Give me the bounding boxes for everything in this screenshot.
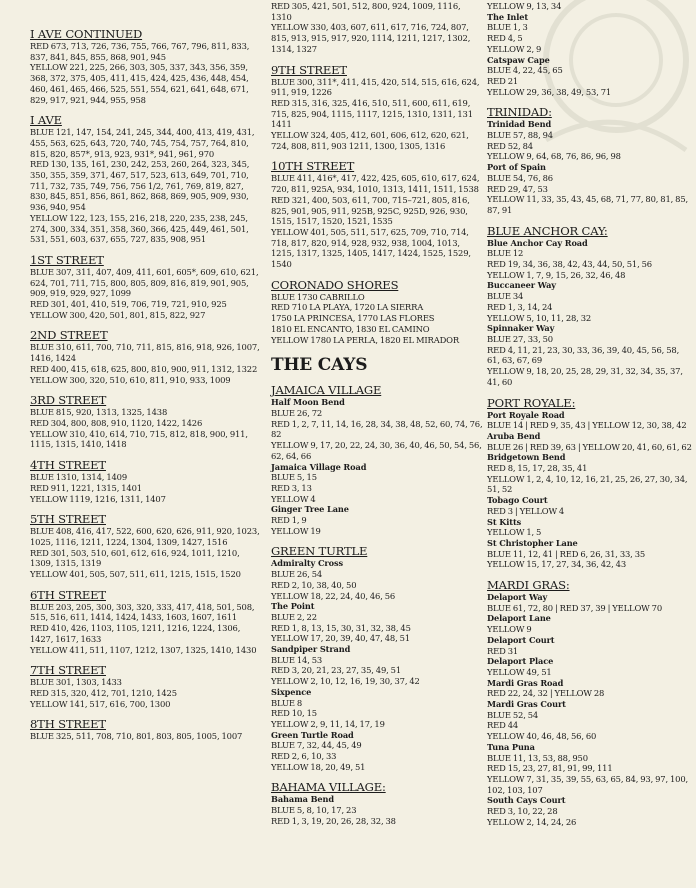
address-list-line: BLUE 8	[271, 697, 303, 708]
address-list-line: RED 3 | YELLOW 4	[487, 505, 565, 516]
street-name: Admiralty Cross	[271, 558, 343, 569]
address-list-line: RED 3, 20, 21, 23, 27, 35, 49, 51	[271, 665, 402, 676]
address-list-line: YELLOW 2, 9	[487, 43, 542, 54]
address-list-line: BLUE 301, 1303, 1433	[30, 677, 122, 688]
section-heading-jamaica-village: JAMAICA VILLAGE	[271, 383, 382, 398]
section-heading-4th-street: 4TH STREET	[30, 458, 106, 473]
address-list-line: BLUE 52, 54	[487, 709, 539, 720]
address-list-line: BLUE 5, 15	[271, 472, 317, 483]
address-list-line: YELLOW 9, 17, 20, 22, 24, 30, 36, 40, 46, 50, 54, 56, 62, 64, 66	[271, 440, 482, 461]
section-heading-9th-street: 9TH STREET	[271, 62, 347, 77]
address-list-line: RED 3, 13	[271, 482, 312, 493]
address-list-line: RED 44	[487, 720, 519, 731]
address-list-line: BLUE 61, 72, 80 | RED 37, 39 | YELLOW 70	[487, 602, 662, 613]
address-list-line: RED 4, 5	[487, 33, 523, 44]
street-name: The Point	[271, 601, 315, 612]
address-list-line: YELLOW 411, 511, 1107, 1212, 1307, 1325, 1410, 1430	[30, 644, 257, 655]
address-list-line: RED 305, 421, 501, 512, 800, 924, 1009, 1116, 1310	[271, 1, 461, 22]
section-heading-blue-anchor-cay: BLUE ANCHOR CAY:	[487, 223, 608, 238]
address-list-line: 1810 EL ENCANTO, 1830 EL CAMINO	[271, 323, 430, 334]
address-list-line: BLUE 11, 12, 41 | RED 6, 26, 31, 33, 35	[487, 548, 646, 559]
street-name: Buccaneer Way	[487, 280, 556, 291]
address-list-line: RED 400, 415, 618, 625, 800, 810, 900, 911, 1312, 1322	[30, 363, 258, 374]
section-heading-trinidad: TRINIDAD:	[487, 105, 552, 120]
street-name: South Cays Court	[487, 795, 566, 806]
address-list-line: RED 130, 135, 161, 230, 242, 253, 260, 264, 323, 345, 350, 355, 359, 371, 467, 517, 523, 613, 649, 701, 710, 711, 732, 735, 749, 756, 756 1/2, 761, 769, 819, 827, 830, 845, 851, 856, 861, 862, 868, 869, 905, 909, 930, 936, 940, 954	[30, 159, 250, 213]
address-list-line: YELLOW 9, 64, 68, 76, 86, 96, 98	[487, 151, 621, 162]
address-list-line: BLUE 34	[487, 291, 524, 302]
section-heading-2nd-street: 2ND STREET	[30, 328, 108, 343]
address-list-line: 1750 LA PRINCESA, 1770 LAS FLORES	[271, 313, 435, 324]
address-list-line: RED 3, 10, 22, 28	[487, 806, 558, 817]
address-list-line: BLUE 14 | RED 9, 35, 43 | YELLOW 12, 30, 38, 42	[487, 420, 687, 431]
street-name: Sixpence	[271, 686, 312, 697]
address-list-line: BLUE 54, 76, 86	[487, 172, 553, 183]
address-list-line: RED 710 LA PLAYA, 1720 LA SIERRA	[271, 302, 424, 313]
street-name: Delaport Way	[487, 592, 548, 603]
address-list-line: RED 22, 24, 32 | YELLOW 28	[487, 688, 605, 699]
address-list-line: YELLOW 300, 420, 501, 801, 815, 822, 927	[30, 309, 206, 320]
address-list-line: BLUE 325, 511, 708, 710, 801, 803, 805, 1005, 1007	[30, 731, 243, 742]
street-name: Tobago Court	[487, 495, 548, 506]
street-name: Mardi Gras Court	[487, 699, 566, 710]
address-list-line: RED 410, 426, 1103, 1105, 1211, 1216, 1224, 1306, 1427, 1617, 1633	[30, 623, 241, 644]
address-list-line: YELLOW 300, 320, 510, 610, 811, 910, 933, 1009	[30, 374, 231, 385]
address-list-line: YELLOW 18, 22, 24, 40, 46, 56	[271, 590, 396, 601]
section-heading-7th-street: 7TH STREET	[30, 663, 106, 678]
address-list-line: RED 1, 8, 13, 15, 30, 31, 32, 38, 45	[271, 622, 411, 633]
address-list-line: RED 19, 34, 36, 38, 42, 43, 44, 50, 51, 56	[487, 259, 652, 270]
address-list-line: YELLOW 2, 10, 12, 16, 19, 30, 37, 42	[271, 676, 420, 687]
address-list-line: YELLOW 49, 51	[487, 666, 552, 677]
column-left	[30, 28, 260, 742]
address-list-line: BLUE 27, 33, 50	[487, 333, 553, 344]
address-list-line: YELLOW 7, 31, 35, 39, 55, 63, 65, 84, 93, 97, 100, 102, 103, 107	[487, 774, 689, 795]
street-name: Mardi Gras Road	[487, 677, 564, 688]
address-list-line: RED 2, 10, 38, 40, 50	[271, 579, 357, 590]
section-heading-3rd-street: 3RD STREET	[30, 393, 107, 408]
address-list-line: YELLOW 4	[271, 493, 316, 504]
street-name: Half Moon Bend	[271, 397, 345, 408]
section-heading-6th-street: 6TH STREET	[30, 587, 106, 602]
address-list-line: YELLOW 1, 2, 4, 10, 12, 16, 21, 25, 26, 27, 30, 34, 51, 52	[487, 473, 688, 495]
address-list-line: RED 1, 2, 7, 11, 14, 16, 28, 34, 38, 48, 52, 60, 74, 76, 82	[271, 418, 483, 440]
address-list-line: BLUE 4, 22, 45, 65	[487, 65, 563, 76]
street-name: Bridgetown Bend	[487, 452, 566, 463]
address-list-line: BLUE 26, 72	[271, 407, 323, 418]
address-list-line: RED 52, 84	[487, 140, 533, 151]
section-heading-port-royale: PORT ROYALE:	[487, 395, 576, 410]
address-list-line: RED 1, 3, 19, 20, 26, 28, 32, 38	[271, 815, 396, 826]
address-list-line: RED 31	[487, 645, 519, 656]
address-list-line: BLUE 14, 53	[271, 654, 323, 665]
address-list-line: YELLOW 15, 17, 27, 34, 36, 42, 43	[487, 559, 626, 570]
street-name: St Christopher Lane	[487, 537, 578, 548]
column-right	[487, 1, 692, 828]
address-list-line: BLUE 1730 CABRILLO	[271, 291, 365, 302]
address-list-line: RED 301, 401, 410, 519, 706, 719, 721, 910, 925	[30, 299, 227, 310]
address-list-line: YELLOW 401, 505, 511, 517, 625, 709, 710, 714, 718, 817, 820, 914, 928, 932, 938, 1004, 1013, 1215, 1317, 1325, 1405, 1417, 1424, 1525, 1529, 1540	[271, 226, 471, 270]
section-heading-10th-street: 10TH STREET	[271, 159, 355, 174]
address-list-line: RED 29, 47, 53	[487, 183, 548, 194]
street-name: Trinidad Bend	[487, 119, 552, 130]
address-list-line: YELLOW 401, 505, 507, 511, 611, 1215, 1515, 1520	[30, 569, 241, 580]
address-list-line: RED 673, 713, 726, 736, 755, 766, 767, 796, 811, 833, 837, 841, 845, 855, 868, 901, 945	[30, 41, 250, 62]
address-list-line: YELLOW 141, 517, 616, 700, 1300	[30, 698, 171, 709]
street-name: Delaport Court	[487, 634, 555, 645]
street-name: Delaport Lane	[487, 613, 551, 624]
address-list-line: BLUE 411, 416*, 417, 422, 425, 605, 610, 617, 624, 720, 811, 925A, 934, 1010, 1313, 1411, 1511, 1538	[271, 173, 480, 195]
address-list-line: YELLOW 11, 33, 35, 43, 45, 68, 71, 77, 80, 81, 85, 87, 91	[487, 194, 689, 215]
section-heading-green-turtle: GREEN TURTLE	[271, 544, 368, 559]
address-list-line: BLUE 300, 311*, 411, 415, 420, 514, 515, 616, 624, 911, 919, 1226	[271, 76, 480, 98]
street-name: Aruba Bend	[487, 430, 541, 441]
street-name: The Inlet	[487, 11, 529, 22]
address-list-line: RED 304, 800, 808, 910, 1120, 1422, 1426	[30, 417, 203, 428]
street-name: Delaport Place	[487, 656, 554, 667]
section-heading-i-ave-continued: I AVE CONTINUED	[30, 27, 143, 41]
section-heading-i-ave: I AVE	[30, 113, 62, 128]
address-list-line: BLUE 26, 54	[271, 569, 323, 580]
street-name: Jamaica Village Road	[271, 461, 367, 472]
address-list-line: YELLOW 2, 14, 24, 26	[487, 816, 577, 827]
address-list-line: YELLOW 310, 410, 614, 710, 715, 812, 818, 900, 911, 1115, 1315, 1410, 1418	[30, 428, 248, 450]
address-list-line: BLUE 5, 8, 10, 17, 23	[271, 805, 357, 816]
address-list-line: BLUE 815, 920, 1313, 1325, 1438	[30, 407, 168, 418]
major-heading: THE CAYS	[271, 355, 368, 376]
section-heading-coronado-shores: CORONADO SHORES	[271, 277, 399, 292]
address-list-line: RED 15, 23, 27, 81, 91, 99, 111	[487, 763, 613, 774]
address-list-line: YELLOW 5, 10, 11, 28, 32	[487, 312, 592, 323]
address-list-line: BLUE 26 | RED 39, 63 | YELLOW 20, 41, 60, 61, 62	[487, 441, 692, 452]
address-list-line: BLUE 203, 205, 300, 303, 320, 333, 417, 418, 501, 508, 515, 516, 611, 1414, 1424, 1433, 1603, 1607, 1611	[30, 601, 255, 623]
address-list-line: RED 315, 316, 325, 416, 510, 511, 600, 611, 619, 715, 825, 904, 1115, 1117, 1215, 1310, 1311, 131 1411	[271, 97, 473, 130]
address-list-line: YELLOW 1780 LA PERLA, 1820 EL MIRADOR	[271, 334, 460, 345]
address-list-line: YELLOW 221, 225, 266, 303, 305, 337, 343, 356, 359, 368, 372, 375, 405, 411, 415, 424, 425, 436, 448, 454, 460, 461, 465, 466, 525, 551, 554, 621, 641, 648, 671, 829, 917, 921, 944, 955, 958	[30, 62, 249, 105]
address-list-line: BLUE 2, 22	[271, 611, 317, 622]
address-list-line: YELLOW 330, 403, 607, 611, 617, 716, 724, 807, 815, 913, 915, 917, 920, 1114, 1211, 1217, 1302, 1314, 1327	[271, 22, 471, 54]
address-list-line: YELLOW 40, 46, 48, 56, 60	[487, 731, 597, 742]
section-heading-mardi-gras: MARDI GRAS:	[487, 578, 570, 593]
address-list-line: YELLOW 122, 123, 155, 216, 218, 220, 235, 238, 245, 274, 300, 334, 351, 358, 360, 366, 425, 449, 461, 501, 531, 551, 603, 637, 655, 727, 835, 908, 951	[30, 212, 249, 245]
address-list-line: RED 4, 11, 21, 23, 30, 33, 36, 39, 40, 45, 56, 58, 61, 63, 67, 69	[487, 344, 680, 366]
address-list-line: RED 315, 320, 412, 701, 1210, 1425	[30, 687, 177, 698]
street-name: Ginger Tree Lane	[271, 504, 349, 515]
address-list-line: YELLOW 2, 9, 11, 14, 17, 19	[271, 718, 385, 729]
street-name: Catspaw Cape	[487, 54, 550, 65]
address-list-line: RED 321, 400, 503, 611, 700, 715–721, 805, 816, 825, 901, 905, 911, 925B, 925C, 925D, 926, 930, 1515, 1517, 1520, 1521, 1535	[271, 194, 470, 227]
address-list-line: YELLOW 9, 18, 20, 25, 28, 29, 31, 32, 34, 35, 37, 41, 60	[487, 366, 683, 387]
column-middle	[271, 1, 483, 827]
address-list-line: YELLOW 1, 7, 9, 15, 26, 32, 46, 48	[487, 269, 626, 280]
address-list-line: RED 1, 9	[271, 515, 307, 526]
address-list-line: BLUE 307, 311, 407, 409, 411, 601, 605*, 609, 610, 621, 624, 701, 711, 715, 800, 805, 809, 816, 819, 901, 905, 909, 919, 929, 927, 1099	[30, 266, 259, 299]
address-list-line: BLUE 1310, 1314, 1409	[30, 472, 128, 483]
address-list-line: YELLOW 29, 36, 38, 49, 53, 71	[487, 86, 612, 97]
address-list-line: YELLOW 1119, 1216, 1311, 1407	[30, 493, 166, 504]
address-list-line: YELLOW 9	[487, 624, 532, 635]
address-list-line: RED 10, 15	[271, 708, 317, 719]
street-name: Bahama Bend	[271, 794, 335, 805]
address-list-line: BLUE 7, 32, 44, 45, 49	[271, 740, 362, 751]
street-name: Tuna Puna	[487, 741, 535, 752]
address-list-line: BLUE 57, 88, 94	[487, 130, 553, 141]
address-list-line: BLUE 11, 13, 53, 88, 950	[487, 752, 588, 763]
address-list-line: BLUE 310, 611, 700, 710, 711, 815, 816, 918, 926, 1007, 1416, 1424	[30, 342, 260, 364]
address-list-line: BLUE 408, 416, 417, 522, 600, 620, 626, 911, 920, 1023, 1025, 1116, 1211, 1224, 1304, 1309, 1427, 1516	[30, 526, 260, 547]
address-list-line: RED 2, 6, 10, 33	[271, 751, 337, 762]
address-list-line: YELLOW 17, 20, 39, 40, 47, 48, 51	[271, 633, 410, 644]
section-heading-8th-street: 8TH STREET	[30, 717, 106, 732]
section-heading-bahama-village: BAHAMA VILLAGE:	[271, 780, 386, 795]
address-list-line: BLUE 121, 147, 154, 241, 245, 344, 400, 413, 419, 431, 455, 563, 625, 643, 720, 740, 745, 754, 757, 764, 810, 815, 820, 857*, 913, 923, 931*, 941, 961, 970	[30, 127, 255, 159]
street-name: Spinnaker Way	[487, 323, 555, 334]
address-list-line: YELLOW 1, 5	[487, 527, 542, 538]
address-list-line: RED 21	[487, 75, 519, 86]
address-list-line: RED 1, 3, 14, 24	[487, 301, 553, 312]
address-list-line: YELLOW 19	[271, 525, 321, 536]
address-list-line: RED 301, 503, 510, 601, 612, 616, 924, 1011, 1210, 1309, 1315, 1319	[30, 547, 240, 569]
address-list-line: RED 8, 15, 17, 28, 35, 41	[487, 463, 588, 474]
street-name: Sandpiper Strand	[271, 644, 351, 655]
section-heading-1st-street: 1ST STREET	[30, 252, 104, 267]
address-list-line: RED 911, 1221, 1315, 1401	[30, 482, 142, 493]
street-name: St Kitts	[487, 516, 522, 527]
address-list-line: BLUE 12	[487, 248, 524, 259]
address-list-line: YELLOW 9, 13, 34	[487, 1, 562, 11]
street-name: Green Turtle Road	[271, 729, 354, 740]
street-name: Port Royale Road	[487, 409, 565, 420]
address-list-line: BLUE 1, 3	[487, 22, 528, 33]
address-list-line: YELLOW 324, 405, 412, 601, 606, 612, 620, 621, 724, 808, 811, 903 1211, 1300, 1305, 1316	[271, 130, 469, 151]
address-list-line: YELLOW 18, 20, 49, 51	[271, 761, 366, 772]
street-name: Blue Anchor Cay Road	[487, 237, 588, 248]
section-heading-5th-street: 5TH STREET	[30, 512, 106, 527]
street-name: Port of Spain	[487, 162, 546, 173]
